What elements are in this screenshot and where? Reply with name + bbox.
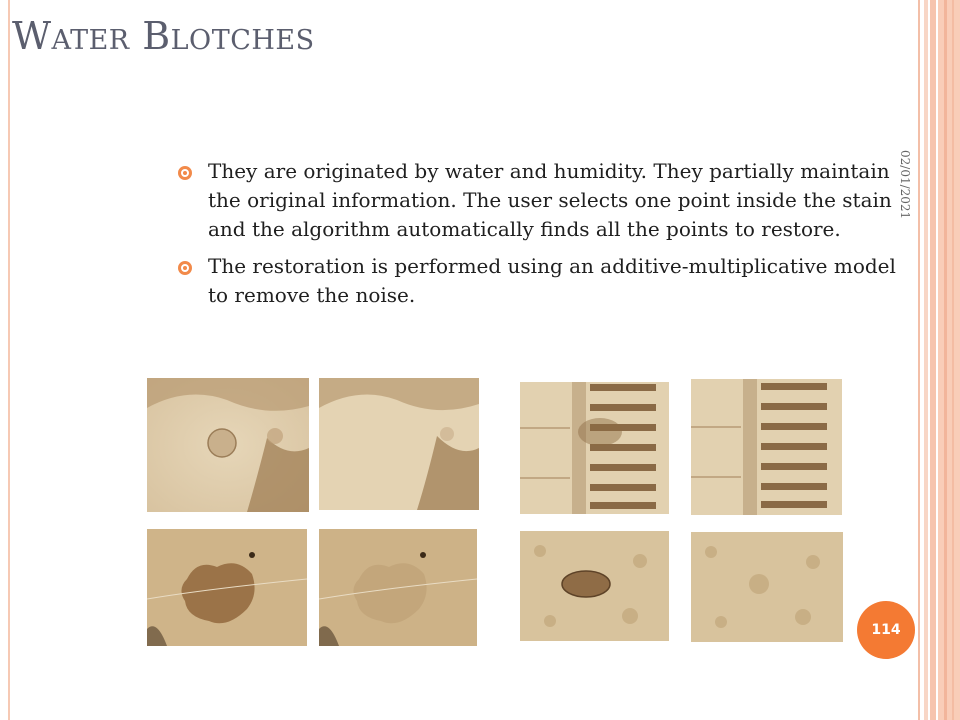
slide-title: Water Blotches: [12, 14, 315, 58]
stain-4-after-image: [691, 532, 843, 642]
bullet-item: [178, 252, 898, 310]
bullet-icon: [178, 261, 192, 275]
bullet-icon: [178, 166, 192, 180]
stain-3-before-image: [147, 529, 307, 646]
bullet-text: They are originated by water and humidity. They partially maintain the original information. The user selects one point inside the stain and the algorithm automatically finds all the points to restore.: [208, 159, 892, 241]
right-stripe: [918, 0, 920, 720]
stain-1-before-image: [147, 378, 309, 512]
page-number-badge: 114: [857, 601, 915, 659]
stain-3-after-image: [319, 529, 477, 646]
bullet-text: The restoration is performed using an additive-multiplicative model to remove the noise.: [208, 254, 896, 307]
right-stripe: [952, 0, 954, 720]
bullet-item: [178, 157, 898, 244]
stain-2-before-image: [520, 382, 669, 514]
slide-date: 02/01/2021: [898, 150, 912, 220]
right-stripe: [924, 0, 928, 720]
left-border-line: [8, 0, 10, 720]
right-stripe: [944, 0, 947, 720]
stain-1-after-image: [319, 378, 479, 510]
right-stripe: [930, 0, 936, 720]
stain-2-after-image: [691, 379, 842, 515]
right-stripe: [938, 0, 960, 720]
bullet-list: [178, 157, 898, 318]
stain-4-before-image: [520, 531, 669, 641]
